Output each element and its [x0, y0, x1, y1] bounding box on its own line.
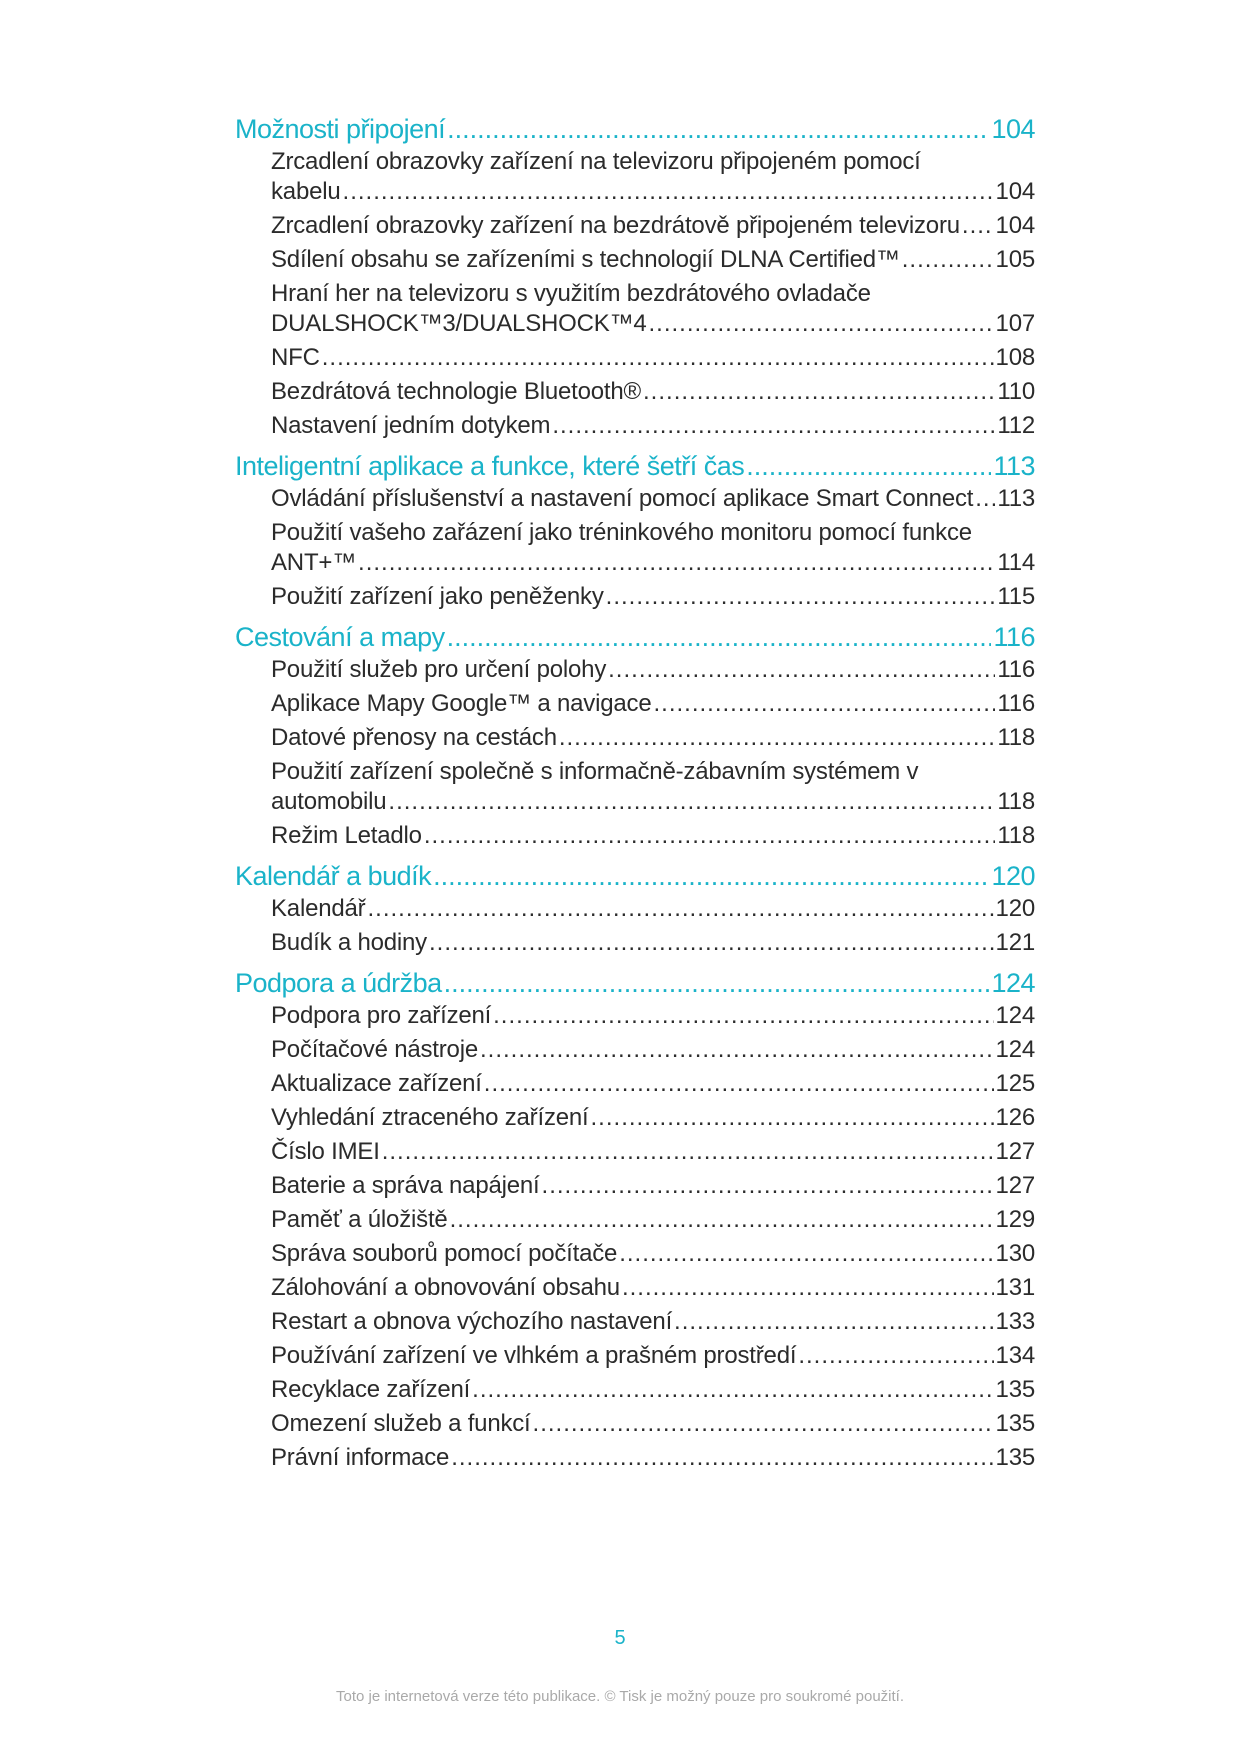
- entry-title: ANT+™: [271, 549, 357, 576]
- entry-title: Číslo IMEI: [271, 1138, 380, 1165]
- entry-page-number: 110: [997, 378, 1035, 405]
- entry-title: Právní informace: [271, 1444, 450, 1471]
- page-number: 5: [614, 1627, 626, 1649]
- dot-leader: [450, 1205, 994, 1235]
- toc-entry[interactable]: [271, 484, 1035, 514]
- entry-title: Podpora pro zařízení: [271, 1002, 492, 1029]
- entry-page-number: 125: [995, 1070, 1035, 1097]
- toc-entry[interactable]: [271, 1239, 1035, 1269]
- dot-leader: [388, 787, 995, 817]
- entry-title: Vyhledání ztraceného zařízení: [271, 1104, 589, 1131]
- section-title: Podpora a údržba: [235, 968, 442, 998]
- entry-title: Datové přenosy na cestách: [271, 724, 557, 751]
- toc-section-heading[interactable]: [235, 859, 1035, 893]
- entry-page-number: 124: [995, 1036, 1035, 1063]
- entry-page-number: 105: [995, 246, 1035, 273]
- dot-leader: [746, 449, 991, 483]
- entry-title: Paměť a úložiště: [271, 1206, 448, 1233]
- dot-leader: [674, 1307, 994, 1337]
- toc-entry[interactable]: [271, 821, 1035, 851]
- toc-entry[interactable]: [271, 1103, 1035, 1133]
- entry-page-number: 118: [997, 788, 1035, 815]
- entry-page-number: 121: [995, 929, 1035, 956]
- toc-entry[interactable]: [271, 1171, 1035, 1201]
- toc-entry[interactable]: [271, 1307, 1035, 1337]
- toc-entry[interactable]: [271, 147, 1035, 207]
- entry-title-line: Zrcadlení obrazovky zařízení na televizoru připojeném pomocí: [271, 148, 921, 175]
- dot-leader: [447, 620, 992, 654]
- entry-page-number: 112: [997, 412, 1035, 439]
- toc-entry[interactable]: [271, 757, 1035, 817]
- entry-title: Nastavení jedním dotykem: [271, 412, 551, 439]
- dot-leader: [447, 112, 989, 146]
- section-page-number: 124: [991, 968, 1035, 998]
- section-page-number: 116: [993, 622, 1035, 652]
- entry-title: Recyklace zařízení: [271, 1376, 471, 1403]
- entry-title: automobilu: [271, 788, 387, 815]
- toc-entry[interactable]: [271, 1375, 1035, 1405]
- dot-leader: [367, 894, 993, 924]
- entry-title: Restart a obnova výchozího nastavení: [271, 1308, 673, 1335]
- toc-entry[interactable]: [271, 655, 1035, 685]
- entry-title: Baterie a správa napájení: [271, 1172, 540, 1199]
- entry-page-number: 130: [995, 1240, 1035, 1267]
- toc-entry[interactable]: [271, 894, 1035, 924]
- entry-title: Kalendář: [271, 895, 366, 922]
- dot-leader: [493, 1001, 993, 1031]
- entry-page-number: 131: [995, 1274, 1035, 1301]
- toc-entry[interactable]: [271, 1443, 1035, 1473]
- toc-section-heading[interactable]: [235, 966, 1035, 1000]
- entry-page-number: 116: [997, 690, 1035, 717]
- entry-page-number: 127: [995, 1138, 1035, 1165]
- entry-title: Ovládání příslušenství a nastavení pomocí aplikace Smart Connect: [271, 485, 974, 512]
- entry-page-number: 129: [995, 1206, 1035, 1233]
- table-of-contents: [0, 112, 1240, 1477]
- dot-leader: [533, 1409, 994, 1439]
- entry-page-number: 118: [997, 822, 1035, 849]
- dot-leader: [444, 966, 990, 1000]
- entry-title: Budík a hodiny: [271, 929, 427, 956]
- dot-leader: [552, 411, 995, 441]
- entry-page-number: 104: [995, 212, 1035, 239]
- toc-entry[interactable]: [271, 1069, 1035, 1099]
- toc-entry[interactable]: [271, 1409, 1035, 1439]
- entry-title-line: Hraní her na televizoru s využitím bezdrátového ovladače: [271, 280, 871, 307]
- dot-leader: [649, 309, 994, 339]
- entry-page-number: 113: [997, 485, 1035, 512]
- entry-page-number: 127: [995, 1172, 1035, 1199]
- entry-title: Sdílení obsahu se zařízeními s technologií DLNA Certified™: [271, 246, 900, 273]
- entry-title-line: Použití vašeho zařázení jako tréninkového monitoru pomocí funkce: [271, 519, 972, 546]
- footer-note: Toto je internetová verze této publikace. © Tisk je možný pouze pro soukromé použití.: [335, 1688, 904, 1705]
- dot-leader: [902, 245, 994, 275]
- toc-entry[interactable]: [271, 343, 1035, 373]
- dot-leader: [451, 1443, 993, 1473]
- toc-entry[interactable]: [271, 723, 1035, 753]
- toc-section-heading[interactable]: [235, 449, 1035, 483]
- dot-leader: [429, 928, 994, 958]
- section-page-number: 113: [993, 451, 1035, 481]
- toc-section-heading[interactable]: [235, 620, 1035, 654]
- dot-leader: [975, 484, 995, 514]
- entry-page-number: 120: [995, 895, 1035, 922]
- entry-title: Používání zařízení ve vlhkém a prašném prostředí: [271, 1342, 797, 1369]
- toc-entry[interactable]: [271, 245, 1035, 275]
- entry-page-number: 135: [995, 1410, 1035, 1437]
- section-title: Kalendář a budík: [235, 861, 432, 891]
- dot-leader: [643, 377, 995, 407]
- entry-title: Použití služeb pro určení polohy: [271, 656, 607, 683]
- entry-title: Zálohování a obnovování obsahu: [271, 1274, 620, 1301]
- entry-title: Počítačové nástroje: [271, 1036, 478, 1063]
- dot-leader: [606, 582, 996, 612]
- entry-page-number: 116: [997, 656, 1035, 683]
- dot-leader: [424, 821, 996, 851]
- toc-entry[interactable]: [271, 377, 1035, 407]
- entry-page-number: 108: [995, 344, 1035, 371]
- entry-page-number: 135: [995, 1376, 1035, 1403]
- dot-leader: [480, 1035, 994, 1065]
- dot-leader: [798, 1341, 993, 1371]
- entry-page-number: 107: [995, 310, 1035, 337]
- dot-leader: [608, 655, 995, 685]
- dot-leader: [962, 211, 994, 241]
- dot-leader: [322, 343, 994, 373]
- entry-title-line: Použití zařízení společně s informačně-zábavním systémem v: [271, 758, 919, 785]
- entry-title: Bezdrátová technologie Bluetooth®: [271, 378, 642, 405]
- toc-entry[interactable]: [271, 1035, 1035, 1065]
- entry-page-number: 133: [995, 1308, 1035, 1335]
- dot-leader: [619, 1239, 993, 1269]
- dot-leader: [472, 1375, 993, 1405]
- entry-title: Použití zařízení jako peněženky: [271, 583, 604, 610]
- toc-entry[interactable]: [271, 1205, 1035, 1235]
- entry-title: Režim Letadlo: [271, 822, 422, 849]
- section-title: Cestování a mapy: [235, 622, 445, 652]
- toc-entry[interactable]: [271, 211, 1035, 241]
- entry-page-number: 135: [995, 1444, 1035, 1471]
- entry-page-number: 126: [995, 1104, 1035, 1131]
- entry-page-number: 118: [997, 724, 1035, 751]
- section-title: Možnosti připojení: [235, 114, 446, 144]
- toc-section-heading[interactable]: [235, 112, 1035, 146]
- entry-page-number: 134: [995, 1342, 1035, 1369]
- entry-page-number: 115: [997, 583, 1035, 610]
- entry-title: kabelu: [271, 178, 341, 205]
- entry-title: Zrcadlení obrazovky zařízení na bezdrátově připojeném televizoru: [271, 212, 960, 239]
- toc-entry[interactable]: [271, 279, 1035, 339]
- entry-title: Aplikace Mapy Google™ a navigace: [271, 690, 652, 717]
- dot-leader: [622, 1273, 994, 1303]
- entry-page-number: 104: [995, 178, 1035, 205]
- dot-leader: [358, 548, 995, 578]
- toc-entry[interactable]: [271, 1137, 1035, 1167]
- section-title: Inteligentní aplikace a funkce, které šetří čas: [235, 451, 745, 481]
- section-page-number: 104: [991, 114, 1035, 144]
- dot-leader: [542, 1171, 994, 1201]
- dot-leader: [484, 1069, 994, 1099]
- dot-leader: [559, 723, 995, 753]
- toc-entry[interactable]: [271, 1273, 1035, 1303]
- dot-leader: [382, 1137, 994, 1167]
- dot-leader: [591, 1103, 994, 1133]
- toc-entry[interactable]: [271, 689, 1035, 719]
- toc-entry[interactable]: [271, 1341, 1035, 1371]
- toc-entry[interactable]: [271, 582, 1035, 612]
- toc-entry[interactable]: [271, 411, 1035, 441]
- entry-title: Omezení služeb a funkcí: [271, 1410, 531, 1437]
- entry-title: Aktualizace zařízení: [271, 1070, 482, 1097]
- entry-title: Správa souborů pomocí počítače: [271, 1240, 618, 1267]
- dot-leader: [433, 859, 989, 893]
- entry-page-number: 114: [997, 549, 1035, 576]
- dot-leader: [343, 177, 994, 207]
- entry-page-number: 124: [995, 1002, 1035, 1029]
- entry-title: DUALSHOCK™3/DUALSHOCK™4: [271, 310, 647, 337]
- toc-entry[interactable]: [271, 1001, 1035, 1031]
- section-page-number: 120: [991, 861, 1035, 891]
- dot-leader: [653, 689, 995, 719]
- toc-entry[interactable]: [271, 518, 1035, 578]
- toc-entry[interactable]: [271, 928, 1035, 958]
- entry-title: NFC: [271, 344, 320, 371]
